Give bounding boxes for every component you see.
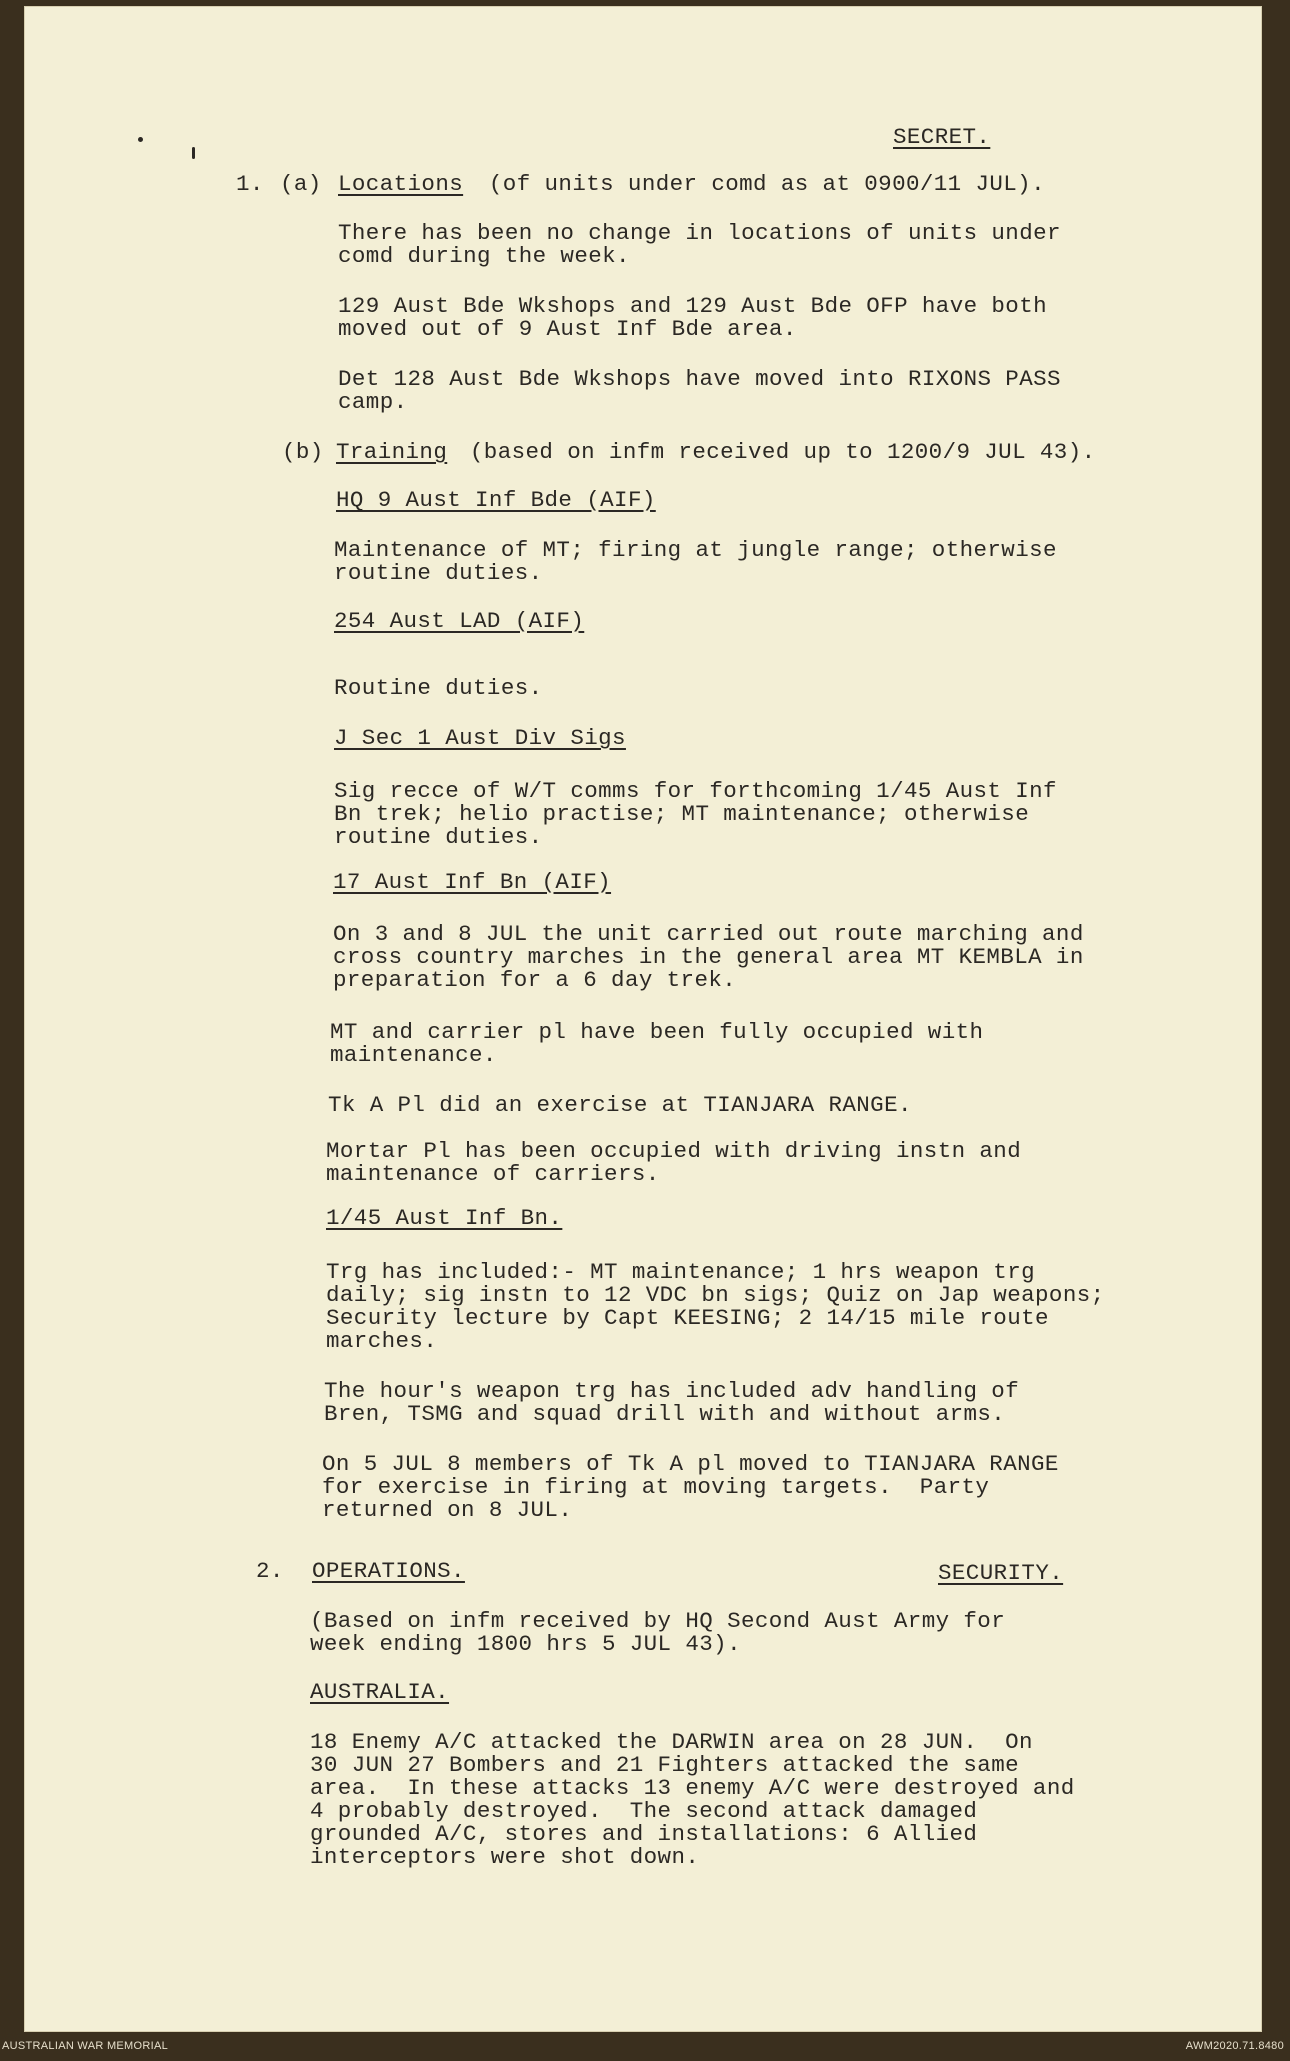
text-line: 4 probably destroyed. The second attack damaged bbox=[310, 1798, 978, 1824]
text-line: routine duties. bbox=[334, 824, 543, 850]
text-line: daily; sig instn to 12 VDC bn sigs; Quiz on Jap weapons; bbox=[326, 1282, 1105, 1308]
text-line: 18 Enemy A/C attacked the DARWIN area on 28 JUN. On bbox=[310, 1729, 1033, 1755]
text-line: preparation for a 6 day trek. bbox=[333, 967, 737, 993]
text-line: grounded A/C, stores and installations: 6 Allied bbox=[310, 1821, 978, 1847]
section-1a-title-rest: (of units under comd as at 0900/11 JUL). bbox=[475, 171, 1045, 197]
section-1b-label: (b) bbox=[282, 439, 324, 465]
section-1-number: 1. bbox=[236, 171, 264, 197]
text-line: 30 JUN 27 Bombers and 21 Fighters attacked the same bbox=[310, 1752, 1020, 1778]
text-line: On 5 JUL 8 members of Tk A pl moved to TIANJARA RANGE bbox=[322, 1451, 1059, 1477]
section-1b-title-rest: (based on infm received up to 1200/9 JUL 43). bbox=[456, 439, 1096, 465]
text-line: maintenance. bbox=[330, 1042, 497, 1068]
text-line: Trg has included:- MT maintenance; 1 hrs weapon trg bbox=[326, 1259, 1036, 1285]
text-line: Mortar Pl has been occupied with driving instn and bbox=[326, 1138, 1022, 1164]
footer-accession-number: AWM2020.71.8480 bbox=[1185, 2040, 1284, 2052]
text-line: Tk A Pl did an exercise at TIANJARA RANGE. bbox=[328, 1092, 912, 1118]
classification-header: SECRET. bbox=[893, 124, 991, 150]
text-line: Det 128 Aust Bde Wkshops have moved into RIXONS PASS bbox=[338, 366, 1061, 392]
text-line: Bn trek; helio practise; MT maintenance; otherwise bbox=[334, 801, 1030, 827]
unit-heading: 17 Aust Inf Bn (AIF) bbox=[333, 869, 612, 895]
text-line: maintenance of carriers. bbox=[326, 1161, 660, 1187]
text-line: comd during the week. bbox=[338, 243, 630, 269]
section-2-title: OPERATIONS. bbox=[312, 1558, 465, 1584]
text-line: There has been no change in locations of units under bbox=[338, 220, 1061, 246]
unit-heading: J Sec 1 Aust Div Sigs bbox=[334, 725, 626, 751]
ink-speck bbox=[192, 147, 195, 159]
section-1a-label: (a) bbox=[280, 171, 322, 197]
text-line: marches. bbox=[326, 1328, 438, 1354]
text-line: moved out of 9 Aust Inf Bde area. bbox=[338, 316, 797, 342]
ink-speck bbox=[138, 137, 143, 142]
section-2-number: 2. bbox=[256, 1558, 284, 1584]
text-line: area. In these attacks 13 enemy A/C were destroyed and bbox=[310, 1775, 1075, 1801]
text-line: returned on 8 JUL. bbox=[322, 1497, 573, 1523]
text-line: Security lecture by Capt KEESING; 2 14/15 mile route bbox=[326, 1305, 1049, 1331]
footer-source: AUSTRALIAN WAR MEMORIAL bbox=[2, 2040, 169, 2052]
text-line: interceptors were shot down. bbox=[310, 1844, 700, 1870]
section-1a-title: Locations bbox=[338, 171, 464, 197]
text-line: for exercise in firing at moving targets. Party bbox=[322, 1474, 990, 1500]
text-line: routine duties. bbox=[334, 560, 543, 586]
text-line: camp. bbox=[338, 389, 408, 415]
section-2-classification: SECURITY. bbox=[938, 1560, 1064, 1586]
text-line: week ending 1800 hrs 5 JUL 43). bbox=[310, 1631, 741, 1657]
text-line: On 3 and 8 JUL the unit carried out route marching and bbox=[333, 921, 1084, 947]
text-line: The hour's weapon trg has included adv handling of bbox=[324, 1378, 1020, 1404]
sub-heading: AUSTRALIA. bbox=[310, 1679, 450, 1705]
text-line: Maintenance of MT; firing at jungle range; otherwise bbox=[334, 537, 1057, 563]
section-1b-title: Training bbox=[336, 439, 448, 465]
unit-heading: 1/45 Aust Inf Bn. bbox=[326, 1205, 563, 1231]
text-line: (Based on infm received by HQ Second Aust Army for bbox=[310, 1608, 1006, 1634]
unit-heading: 254 Aust LAD (AIF) bbox=[334, 608, 585, 634]
text-line: MT and carrier pl have been fully occupied with bbox=[330, 1019, 984, 1045]
text-line: Routine duties. bbox=[334, 675, 543, 701]
unit-heading: HQ 9 Aust Inf Bde (AIF) bbox=[336, 487, 656, 513]
text-line: Sig recce of W/T comms for forthcoming 1/45 Aust Inf bbox=[334, 778, 1057, 804]
text-line: 129 Aust Bde Wkshops and 129 Aust Bde OFP have both bbox=[338, 293, 1048, 319]
text-line: cross country marches in the general area MT KEMBLA in bbox=[333, 944, 1084, 970]
text-line: Bren, TSMG and squad drill with and without arms. bbox=[324, 1401, 1006, 1427]
